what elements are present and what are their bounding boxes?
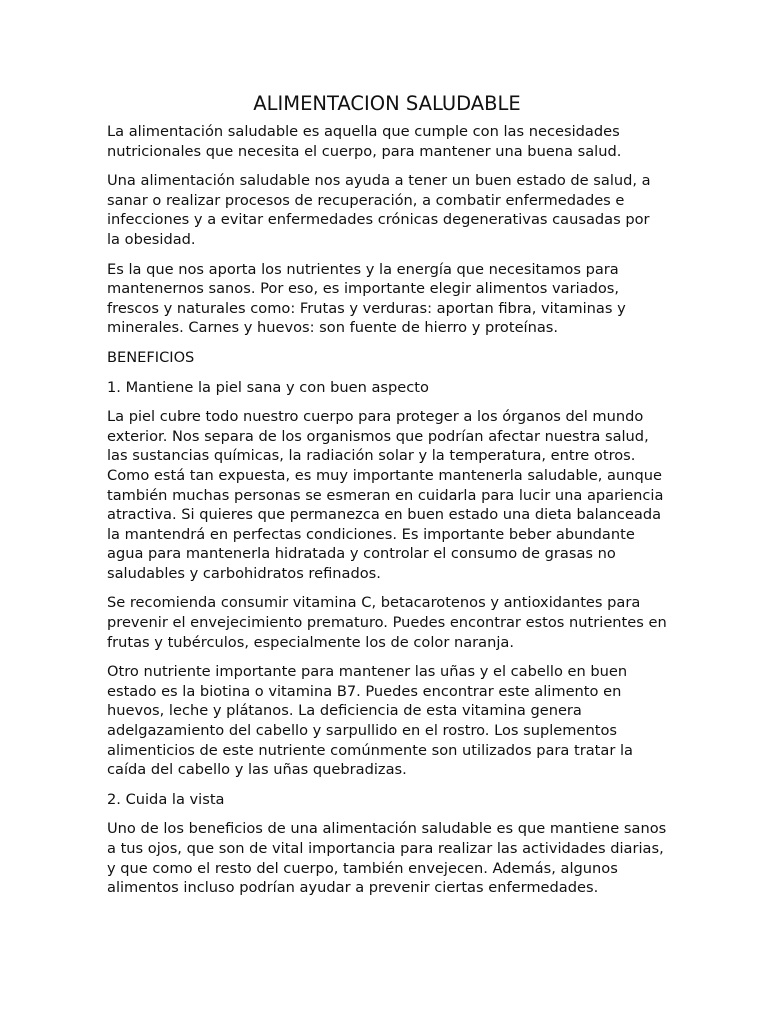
section-heading-beneficios: BENEFICIOS <box>107 348 195 366</box>
paragraph-biotina: Otro nutriente importante para mantener las uñas y el cabello en buen estado es la biotina o vitamina B7. Puedes encontrar este alimento en huevos, leche y plátanos. La deficiencia de esta vitamina genera adelgazamiento del cabello y sarpullido en el rostro. Los suplementos alimenticios de este nutriente comúnmente son utilizados para tratar la caída del cabello y las uñas quebradizas. <box>107 663 633 779</box>
paragraph-vitamina-c: Se recomienda consumir vitamina C, betacarotenos y antioxidantes para prevenir el envejecimiento prematuro. Puedes encontrar estos nutrientes en frutas y tubérculos, especialmente los de color naranja. <box>107 594 667 651</box>
subheading-vista: 2. Cuida la vista <box>107 790 225 808</box>
paragraph-piel: La piel cubre todo nuestro cuerpo para proteger a los órganos del mundo exterior. Nos separa de los organismos que podrían afectar nuestra salud, las sustancias químicas, la radiación solar y la temperatura, entre otros. Como está tan expuesta, es muy importante mantenerla saludable, aunque también muchas personas se esmeran en cuidarla para lucir una apariencia atractiva. Si quieres que permanezca en buen estado una dieta balanceada la mantendrá en perfectas condiciones. Es importante beber abundante agua para mantenerla hidratada y controlar el consumo de grasas no saludables y carbohidratos refinados. <box>107 408 664 582</box>
paragraph-intro: La alimentación saludable es aquella que cumple con las necesidades nutricionales que necesita el cuerpo, para mantener una buena salud. <box>107 123 622 160</box>
paragraph-vista: Uno de los beneficios de una alimentación saludable es que mantiene sanos a tus ojos, que son de vital importancia para realizar las actividades diarias, y que como el resto del cuerpo, también envejecen. Además, algunos alimentos incluso podrían ayudar a prevenir ciertas enfermedades. <box>107 820 667 897</box>
paragraph-benefits-overview: Una alimentación saludable nos ayuda a tener un buen estado de salud, a sanar o realizar procesos de recuperación, a combatir enfermedades e infecciones y a evitar enfermedades crónicas degenerativas causadas por la obesidad. <box>107 172 651 248</box>
document-page <box>107 92 667 908</box>
paragraph-nutrients: Es la que nos aporta los nutrientes y la energía que necesitamos para mantenernos sanos. Por eso, es importante elegir alimentos variados, frescos y naturales como: Frutas y verduras: aportan fibra, vitaminas y minerales. Carnes y huevos: son fuente de hierro y proteínas. <box>107 260 626 337</box>
document-title: ALIMENTACION SALUDABLE <box>253 92 521 115</box>
subheading-piel: 1. Mantiene la piel sana y con buen aspecto <box>107 378 429 396</box>
